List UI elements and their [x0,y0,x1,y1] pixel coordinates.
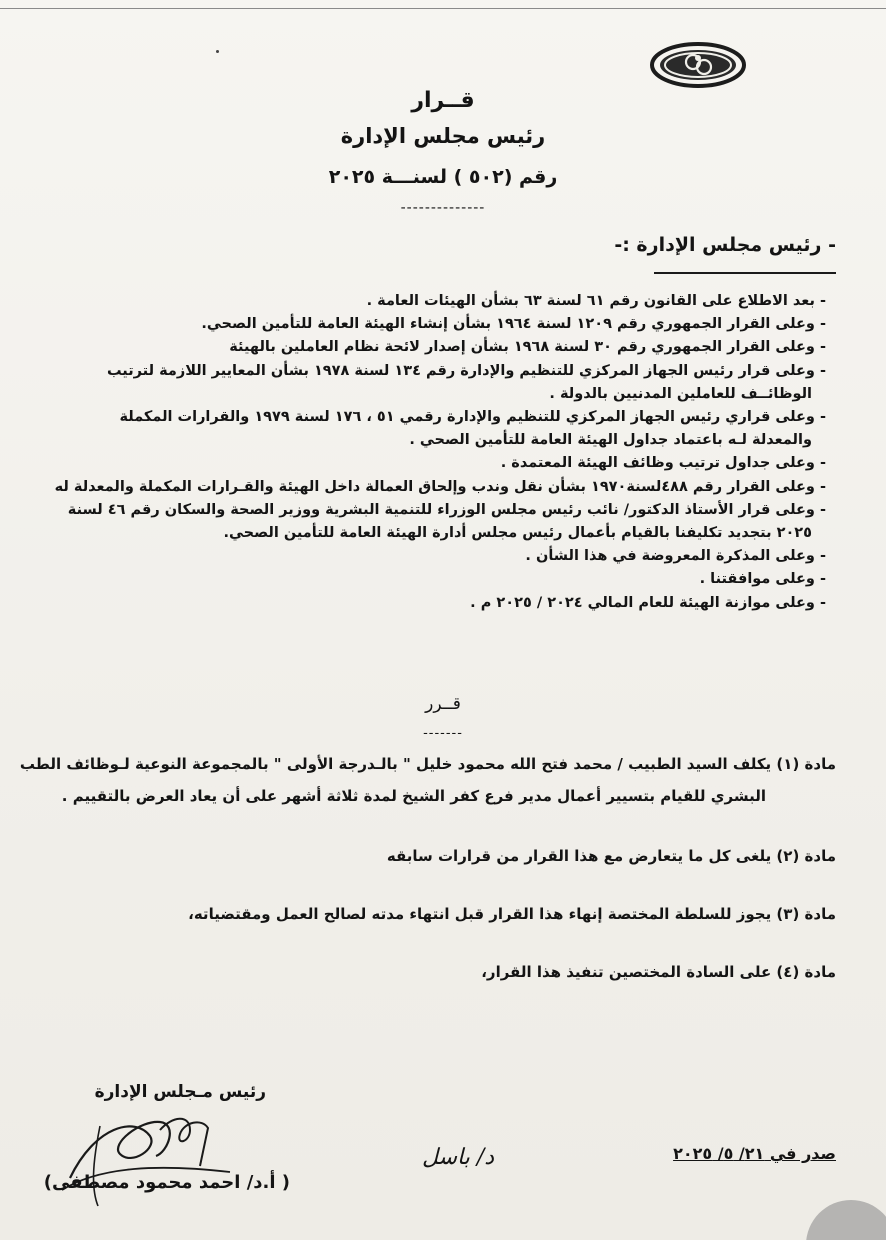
recital-item: - وعلى المذكرة المعروضة في هذا الشأن . [525,548,826,565]
recital-item: - وعلى قراري رئيس الجهاز المركزي للتنظيم والإدارة رقمي ٥١ ، ١٧٦ لسنة ١٩٧٩ والقرارات المكملة [119,409,826,426]
signatory-title: رئيس مـجلس الإدارة [94,1082,266,1102]
scan-speck [216,50,219,53]
article-3: مادة (٣) يجوز للسلطة المختصة إنهاء هذا القرار قبل انتهاء مدته لصالح العمل ومقتضياته، [188,905,836,923]
recital-item: - وعلى موافقتنا . [699,571,826,588]
recital-item-continued: الوظائــف للعاملين المدنيين بالدولة . [549,385,812,402]
decided-separator: ------- [423,726,463,741]
decision-number: رقم (٥٠٢ ) لسنـــة ٢٠٢٥ [328,166,558,188]
recitals-list [0,290,826,615]
recital-item: - وعلى قرار رئيس الجهاز المركزي للتنظيم والإدارة رقم ١٣٤ لسنة ١٩٧٨ بشأن المعايير اللازمة لترتيب [106,362,826,379]
preamble-label: - رئيس مجلس الإدارة :- [614,234,836,256]
issue-date: صدر في ٢١/ ٥/ ٢٠٢٥ [673,1144,836,1163]
preamble-underline [654,272,836,274]
top-border-line [0,8,886,9]
article-1 [0,748,836,812]
decided-heading: قــرر [425,694,461,714]
initials-signature: د/ باسل [421,1145,495,1170]
recital-item: - وعلى القرار الجمهوري رقم ٣٠ لسنة ١٩٦٨ بشأن إصدار لائحة نظام العاملين بالهيئة [229,339,826,356]
article-1-line-1: مادة (١) يكلف السيد الطبيب / محمد فتح الله محمود خليل " بالـدرجة الأولى " بالمجموعة النوعية لـوظائف الطب [19,755,836,773]
recital-item: - وعلى القرار الجمهوري رقم ١٢٠٩ لسنة ١٩٦٤ بشأن إنشاء الهيئة العامة للتأمين الصحي. [201,316,826,333]
signatory-name: ( أ.د/ احمد محمود مصطفى) [43,1172,290,1193]
recital-item: - بعد الاطلاع على القانون رقم ٦١ لسنة ٦٣ بشأن الهيئات العامة . [366,293,826,309]
article-2: مادة (٢) يلغى كل ما يتعارض مع هذا القرار من قرارات سابقه [386,847,836,865]
recital-item: - وعلى موازنة الهيئة للعام المالي ٢٠٢٤ / ٢٠٢٥ م . [470,594,826,611]
article-4: مادة (٤) على السادة المختصين تنفيذ هذا القرار، [481,963,836,981]
health-insurance-logo-icon [648,40,748,90]
recital-item: - وعلى قرار الأستاذ الدكتور/ نائب رئيس مجلس الوزراء للتنمية البشرية ووزير الصحة والسكان رقم ٤٦ لسنة [67,501,826,518]
recital-item: - وعلى جداول ترتيب وظائف الهيئة المعتمدة . [500,455,826,472]
recital-item-continued: والمعدلة لـه باعتماد جداول الهيئة العامة للتأمين الصحي . [409,432,812,449]
recital-item: - وعلى القرار رقم ٤٨٨لسنة١٩٧٠ بشأن نقل وندب وإلحاق العمالة داخل الهيئة والقـرارات المكملة والمعدلة له [54,478,826,495]
board-chairman-heading: رئيس مجلس الإدارة [340,124,546,148]
handwritten-signature-icon [40,1106,250,1216]
decision-heading: قــرار [411,88,475,113]
corner-stamp-mark [806,1200,886,1240]
header-separator: -------------- [400,200,486,216]
recital-item-continued: ٢٠٢٥ بتجديد تكليفنا بالقيام بأعمال رئيس مجلس أدارة الهيئة العامة للتأمين الصحي. [223,525,812,542]
article-1-line-2: البشري للقيام بتسيير أعمال مدير فرع كفر الشيخ لمدة ثلاثة أشهر على أن يعاد العرض بالتقييم . [61,787,766,805]
